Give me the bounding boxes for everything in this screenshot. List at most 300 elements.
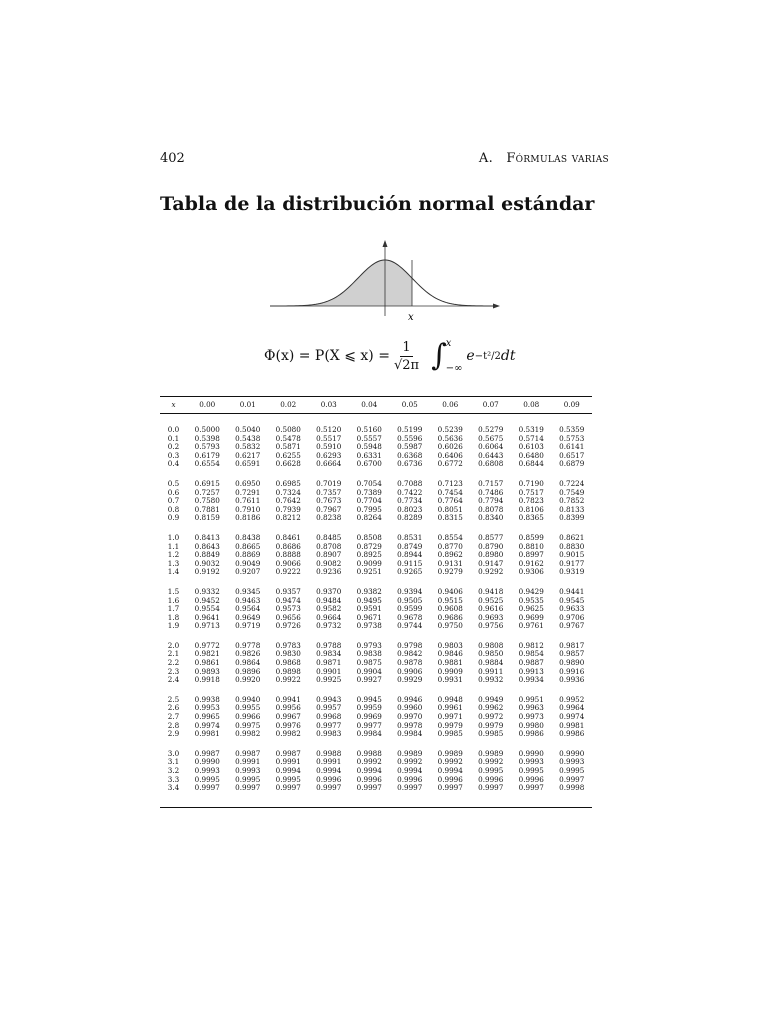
table-cell: 0.9406 [437, 586, 463, 596]
row-x-value: 1.8 [167, 612, 180, 622]
formula-denominator: √2π [393, 357, 420, 373]
table-cell: 0.6664 [316, 459, 342, 469]
table-cell: 0.9946 [397, 694, 423, 704]
table-cell: 0.9971 [437, 712, 463, 722]
table-cell: 0.8708 [316, 541, 342, 551]
table-cell: 0.9988 [316, 748, 342, 758]
table-cell: 0.9925 [316, 675, 342, 685]
table-cell: 0.9987 [275, 748, 301, 758]
row-x-value: 0.2 [167, 442, 180, 452]
table-cell: 0.9938 [194, 694, 220, 704]
row-x-value: 0.5 [167, 478, 180, 488]
table-cell: 0.9306 [518, 567, 544, 577]
table-cell: 0.9099 [356, 558, 382, 568]
table-cell: 0.9994 [397, 766, 423, 775]
table-cell: 0.5199 [397, 425, 423, 434]
table-cell: 0.9992 [397, 757, 423, 767]
row-x-value: 3.2 [167, 766, 180, 775]
table-cell: 0.9788 [316, 640, 342, 650]
table-cell: 0.9995 [478, 766, 504, 775]
table-cell: 0.9564 [235, 604, 261, 614]
row-x-value: 3.1 [167, 757, 180, 767]
table-cell: 0.5398 [194, 433, 220, 443]
table-cell: 0.9994 [316, 766, 342, 775]
table-header-row [160, 396, 592, 413]
table-row [160, 730, 592, 739]
table-cell: 0.7357 [316, 487, 342, 497]
table-cell: 0.9015 [559, 550, 585, 560]
table-cell: 0.9974 [194, 720, 220, 730]
table-cell: 0.9927 [356, 675, 382, 685]
table-cell: 0.9808 [478, 640, 504, 650]
table-cell: 0.9842 [397, 649, 423, 659]
row-x-value: 3.4 [167, 783, 180, 793]
row-x-value: 3.3 [167, 774, 180, 784]
table-cell: 0.9834 [316, 649, 342, 659]
table-cell: 0.9961 [437, 703, 463, 713]
table-cell: 0.8365 [518, 513, 544, 523]
table-cell: 0.9996 [397, 774, 423, 784]
column-header: 0.01 [239, 400, 256, 409]
table-cell: 0.9756 [478, 621, 504, 631]
table-cell: 0.9599 [397, 604, 423, 614]
table-cell: 0.8078 [478, 504, 504, 514]
table-cell: 0.9896 [235, 666, 261, 676]
table-cell: 0.9963 [518, 703, 544, 713]
table-cell: 0.9357 [275, 586, 301, 596]
table-cell: 0.9793 [356, 640, 382, 650]
table-cell: 0.6517 [559, 450, 585, 460]
table-cell: 0.5557 [356, 433, 382, 443]
table-cell: 0.8686 [275, 541, 301, 551]
table-cell: 0.6406 [437, 450, 463, 460]
row-x-value: 2.9 [167, 729, 180, 739]
table-cell: 0.9192 [194, 567, 220, 577]
table-cell: 0.9441 [559, 586, 585, 596]
table-cell: 0.6480 [518, 450, 544, 460]
table-cell: 0.9995 [235, 774, 261, 784]
table-cell: 0.9732 [316, 621, 342, 631]
x-axis-label: x [408, 312, 414, 323]
table-cell: 0.9495 [356, 595, 382, 605]
table-cell: 0.9962 [478, 703, 504, 713]
row-x-value: 0.1 [167, 433, 180, 443]
table-cell: 0.7157 [478, 478, 504, 488]
table-cell: 0.6808 [478, 459, 504, 469]
table-cell: 0.5478 [275, 433, 301, 443]
table-cell: 0.8925 [356, 550, 382, 560]
table-row [160, 676, 592, 685]
x-axis-arrow [493, 304, 500, 309]
table-cell: 0.9990 [559, 748, 585, 758]
chapter-letter: A. [478, 151, 494, 166]
table-cell: 0.9991 [275, 757, 301, 767]
table-cell: 0.9147 [478, 558, 504, 568]
table-cell: 0.9868 [275, 658, 301, 668]
table-cell: 0.9981 [559, 720, 585, 730]
integral-lower-limit: −∞ [445, 363, 463, 374]
table-cell: 0.8212 [275, 513, 301, 523]
row-x-value: 1.9 [167, 621, 180, 631]
table-cell: 0.5832 [235, 442, 261, 452]
table-cell: 0.9934 [518, 675, 544, 685]
table-cell: 0.9890 [559, 658, 585, 668]
section-title: Tabla de la distribución normal estándar [160, 193, 595, 215]
table-cell: 0.9997 [235, 783, 261, 793]
table-cell: 0.9985 [437, 729, 463, 739]
table-cell: 0.8399 [559, 513, 585, 523]
table-cell: 0.9535 [518, 595, 544, 605]
table-cell: 0.6844 [518, 459, 544, 469]
row-x-value: 1.0 [167, 532, 180, 542]
table-body [160, 413, 592, 793]
table-cell: 0.5080 [275, 425, 301, 434]
shaded-area [270, 260, 412, 306]
table-cell: 0.9370 [316, 586, 342, 596]
cdf-formula [264, 338, 515, 374]
table-cell: 0.9982 [235, 729, 261, 739]
table-cell: 0.9279 [437, 567, 463, 577]
table-cell: 0.9554 [194, 604, 220, 614]
table-cell: 0.9582 [316, 604, 342, 614]
table-cell: 0.9996 [478, 774, 504, 784]
table-cell: 0.9993 [194, 766, 220, 775]
table-cell: 0.9997 [194, 783, 220, 793]
table-cell: 0.9996 [437, 774, 463, 784]
table-row [160, 622, 592, 631]
table-cell: 0.9881 [437, 658, 463, 668]
formula-numerator: 1 [402, 339, 411, 355]
table-cell: 0.9943 [316, 694, 342, 704]
table-cell: 0.5438 [235, 433, 261, 443]
table-cell: 0.9505 [397, 595, 423, 605]
column-header: 0.09 [563, 400, 580, 409]
table-cell: 0.5319 [518, 425, 544, 434]
table-header [160, 396, 592, 413]
table-cell: 0.9948 [437, 694, 463, 704]
table-cell: 0.6443 [478, 450, 504, 460]
table-cell: 0.9997 [397, 783, 423, 793]
table-cell: 0.9345 [235, 586, 261, 596]
table-cell: 0.6331 [356, 450, 382, 460]
table-cell: 0.9982 [275, 729, 301, 739]
table-cell: 0.5000 [194, 425, 220, 434]
table-cell: 0.5753 [559, 433, 585, 443]
table-cell: 0.9761 [518, 621, 544, 631]
table-cell: 0.6772 [437, 459, 463, 469]
table-cell: 0.9974 [559, 712, 585, 722]
row-x-value: 1.7 [167, 604, 180, 614]
table-cell: 0.9608 [437, 604, 463, 614]
column-header: 0.02 [280, 400, 297, 409]
table-cell: 0.5987 [397, 442, 423, 452]
table-cell: 0.8599 [518, 532, 544, 542]
column-header: 0.03 [320, 400, 337, 409]
table-cell: 0.9996 [316, 774, 342, 784]
row-x-value: 2.2 [167, 658, 180, 668]
table-cell: 0.7704 [356, 496, 382, 506]
table-cell: 0.9995 [275, 774, 301, 784]
table-cell: 0.7794 [478, 496, 504, 506]
table-cell: 0.7642 [275, 496, 301, 506]
table-cell: 0.9798 [397, 640, 423, 650]
column-header: 0.08 [523, 400, 540, 409]
table-cell: 0.9693 [478, 612, 504, 622]
table-cell: 0.9964 [559, 703, 585, 713]
table-cell: 0.6950 [235, 478, 261, 488]
table-cell: 0.9945 [356, 694, 382, 704]
table-cell: 0.8413 [194, 532, 220, 542]
table-cell: 0.8023 [397, 504, 423, 514]
table-cell: 0.8770 [437, 541, 463, 551]
table-cell: 0.9803 [437, 640, 463, 650]
table-cell: 0.9975 [235, 720, 261, 730]
table-cell: 0.9573 [275, 604, 301, 614]
table-row [160, 460, 592, 469]
table-cell: 0.9989 [437, 748, 463, 758]
table-cell: 0.9738 [356, 621, 382, 631]
table-cell: 0.9778 [235, 640, 261, 650]
table-cell: 0.9049 [235, 558, 261, 568]
table-cell: 0.7257 [194, 487, 220, 497]
table-cell: 0.9744 [397, 621, 423, 631]
table-cell: 0.9916 [559, 666, 585, 676]
integrand-tail: dt [500, 348, 516, 364]
table-cell: 0.9857 [559, 649, 585, 659]
table-cell: 0.9418 [478, 586, 504, 596]
table-cell: 0.9985 [478, 729, 504, 739]
table-cell: 0.9993 [559, 757, 585, 767]
chapter-heading [479, 151, 609, 166]
row-x-value: 2.6 [167, 703, 180, 713]
table-cell: 0.9993 [235, 766, 261, 775]
table-cell: 0.9887 [518, 658, 544, 668]
table-cell: 0.9251 [356, 567, 382, 577]
table-cell: 0.9995 [559, 766, 585, 775]
table-cell: 0.8554 [437, 532, 463, 542]
table-cell: 0.9515 [437, 595, 463, 605]
row-x-value: 0.6 [167, 487, 180, 497]
table-cell: 0.9909 [437, 666, 463, 676]
table-cell: 0.9972 [478, 712, 504, 722]
table-cell: 0.8238 [316, 513, 342, 523]
table-cell: 0.9988 [356, 748, 382, 758]
table-cell: 0.9525 [478, 595, 504, 605]
integral-limits [446, 338, 463, 374]
table-cell: 0.9545 [559, 595, 585, 605]
table-cell: 0.5517 [316, 433, 342, 443]
row-x-value: 1.2 [167, 550, 180, 560]
table-cell: 0.5160 [356, 425, 382, 434]
table-cell: 0.5636 [437, 433, 463, 443]
table-cell: 0.9997 [559, 774, 585, 784]
table-cell: 0.9955 [235, 703, 261, 713]
row-x-value: 2.3 [167, 666, 180, 676]
table-cell: 0.8051 [437, 504, 463, 514]
table-cell: 0.9767 [559, 621, 585, 631]
column-header: 0.04 [361, 400, 378, 409]
table-cell: 0.9032 [194, 558, 220, 568]
table-cell: 0.9131 [437, 558, 463, 568]
table-cell: 0.7967 [316, 504, 342, 514]
table-cell: 0.5239 [437, 425, 463, 434]
table-cell: 0.9992 [478, 757, 504, 767]
table-cell: 0.7190 [518, 478, 544, 488]
table-cell: 0.9474 [275, 595, 301, 605]
table-cell: 0.9236 [316, 567, 342, 577]
column-header: 0.07 [482, 400, 499, 409]
table-cell: 0.9970 [397, 712, 423, 722]
table-cell: 0.6064 [478, 442, 504, 452]
table-cell: 0.5596 [397, 433, 423, 443]
table-cell: 0.6879 [559, 459, 585, 469]
table-cell: 0.9830 [275, 649, 301, 659]
table-cell: 0.8849 [194, 550, 220, 560]
integrand-base: e [466, 348, 475, 364]
row-x-value: 2.1 [167, 649, 180, 659]
table-cell: 0.9719 [235, 621, 261, 631]
table-cell: 0.9292 [478, 567, 504, 577]
table-cell: 0.7995 [356, 504, 382, 514]
table-cell: 0.9949 [478, 694, 504, 704]
table-cell: 0.9625 [518, 604, 544, 614]
table-cell: 0.6026 [437, 442, 463, 452]
table-cell: 0.7549 [559, 487, 585, 497]
y-axis-arrow [383, 240, 388, 247]
table-cell: 0.9966 [235, 712, 261, 722]
table-cell: 0.9656 [275, 612, 301, 622]
table-cell: 0.9846 [437, 649, 463, 659]
table-cell: 0.7517 [518, 487, 544, 497]
row-x-value: 0.3 [167, 450, 180, 460]
column-header: 0.06 [442, 400, 459, 409]
table-cell: 0.9986 [559, 729, 585, 739]
table-cell: 0.9864 [235, 658, 261, 668]
table-cell: 0.8869 [235, 550, 261, 560]
table-cell: 0.7324 [275, 487, 301, 497]
table-cell: 0.9991 [235, 757, 261, 767]
table-cell: 0.8508 [356, 532, 382, 542]
table-cell: 0.8962 [437, 550, 463, 560]
table-cell: 0.9066 [275, 558, 301, 568]
table-cell: 0.9990 [518, 748, 544, 758]
row-x-value: 0.7 [167, 496, 180, 506]
table-cell: 0.5714 [518, 433, 544, 443]
table-cell: 0.9591 [356, 604, 382, 614]
table-cell: 0.9177 [559, 558, 585, 568]
table-cell: 0.9726 [275, 621, 301, 631]
row-x-value: 2.7 [167, 712, 180, 722]
table-cell: 0.6141 [559, 442, 585, 452]
table-cell: 0.6103 [518, 442, 544, 452]
table-cell: 0.9678 [397, 612, 423, 622]
table-cell: 0.8749 [397, 541, 423, 551]
table-cell: 0.9989 [397, 748, 423, 758]
table-cell: 0.7422 [397, 487, 423, 497]
table-cell: 0.9699 [518, 612, 544, 622]
table-cell: 0.9838 [356, 649, 382, 659]
table-cell: 0.7611 [235, 496, 261, 506]
table-cell: 0.9871 [316, 658, 342, 668]
table-cell: 0.9332 [194, 586, 220, 596]
table-cell: 0.7389 [356, 487, 382, 497]
table-cell: 0.9319 [559, 567, 585, 577]
formula-lhs: Φ(x) = P(X ⩽ x) = [264, 348, 390, 364]
table-cell: 0.9997 [316, 783, 342, 793]
table-cell: 0.9854 [518, 649, 544, 659]
table-cell: 0.9222 [275, 567, 301, 577]
table-cell: 0.7054 [356, 478, 382, 488]
table-cell: 0.9977 [356, 720, 382, 730]
table-cell: 0.9965 [194, 712, 220, 722]
table-cell: 0.9983 [316, 729, 342, 739]
table-cell: 0.8186 [235, 513, 261, 523]
table-cell: 0.6736 [397, 459, 423, 469]
table-cell: 0.8531 [397, 532, 423, 542]
table-cell: 0.9941 [275, 694, 301, 704]
table-cell: 0.9990 [194, 757, 220, 767]
table-cell: 0.9115 [397, 558, 423, 568]
table-cell: 0.6368 [397, 450, 423, 460]
table-cell: 0.9931 [437, 675, 463, 685]
table-cell: 0.8621 [559, 532, 585, 542]
table-cell: 0.9901 [316, 666, 342, 676]
table-cell: 0.9987 [235, 748, 261, 758]
table-cell: 0.9940 [235, 694, 261, 704]
table-cell: 0.9995 [518, 766, 544, 775]
table-cell: 0.9082 [316, 558, 342, 568]
table-cell: 0.9979 [437, 720, 463, 730]
table-cell: 0.9997 [275, 783, 301, 793]
table-cell: 0.9997 [437, 783, 463, 793]
table-cell: 0.8289 [397, 513, 423, 523]
table-cell: 0.9997 [356, 783, 382, 793]
table-cell: 0.6217 [235, 450, 261, 460]
row-x-value: 1.5 [167, 586, 180, 596]
table-cell: 0.8438 [235, 532, 261, 542]
table-cell: 0.8997 [518, 550, 544, 560]
table-cell: 0.9973 [518, 712, 544, 722]
table-cell: 0.9987 [194, 748, 220, 758]
table-cell: 0.9993 [518, 757, 544, 767]
table-cell: 0.8729 [356, 541, 382, 551]
table-cell: 0.9986 [518, 729, 544, 739]
table-cell: 0.9969 [356, 712, 382, 722]
table-cell: 0.9920 [235, 675, 261, 685]
row-x-value: 0.8 [167, 504, 180, 514]
table-cell: 0.9952 [559, 694, 585, 704]
table-cell: 0.9981 [194, 729, 220, 739]
table-cell: 0.7019 [316, 478, 342, 488]
table-cell: 0.6628 [275, 459, 301, 469]
table-cell: 0.7852 [559, 496, 585, 506]
table-cell: 0.6985 [275, 478, 301, 488]
table-cell: 0.9394 [397, 586, 423, 596]
table-cell: 0.9484 [316, 595, 342, 605]
formula-integral [431, 338, 462, 374]
table-cell: 0.9893 [194, 666, 220, 676]
table-cell: 0.7088 [397, 478, 423, 488]
table-cell: 0.9875 [356, 658, 382, 668]
table-cell: 0.8980 [478, 550, 504, 560]
table-cell: 0.8315 [437, 513, 463, 523]
table-bottom-rule [160, 807, 592, 808]
table-cell: 0.9996 [518, 774, 544, 784]
table-cell: 0.8133 [559, 504, 585, 514]
table-cell: 0.6915 [194, 478, 220, 488]
table-cell: 0.9452 [194, 595, 220, 605]
table-cell: 0.8810 [518, 541, 544, 551]
